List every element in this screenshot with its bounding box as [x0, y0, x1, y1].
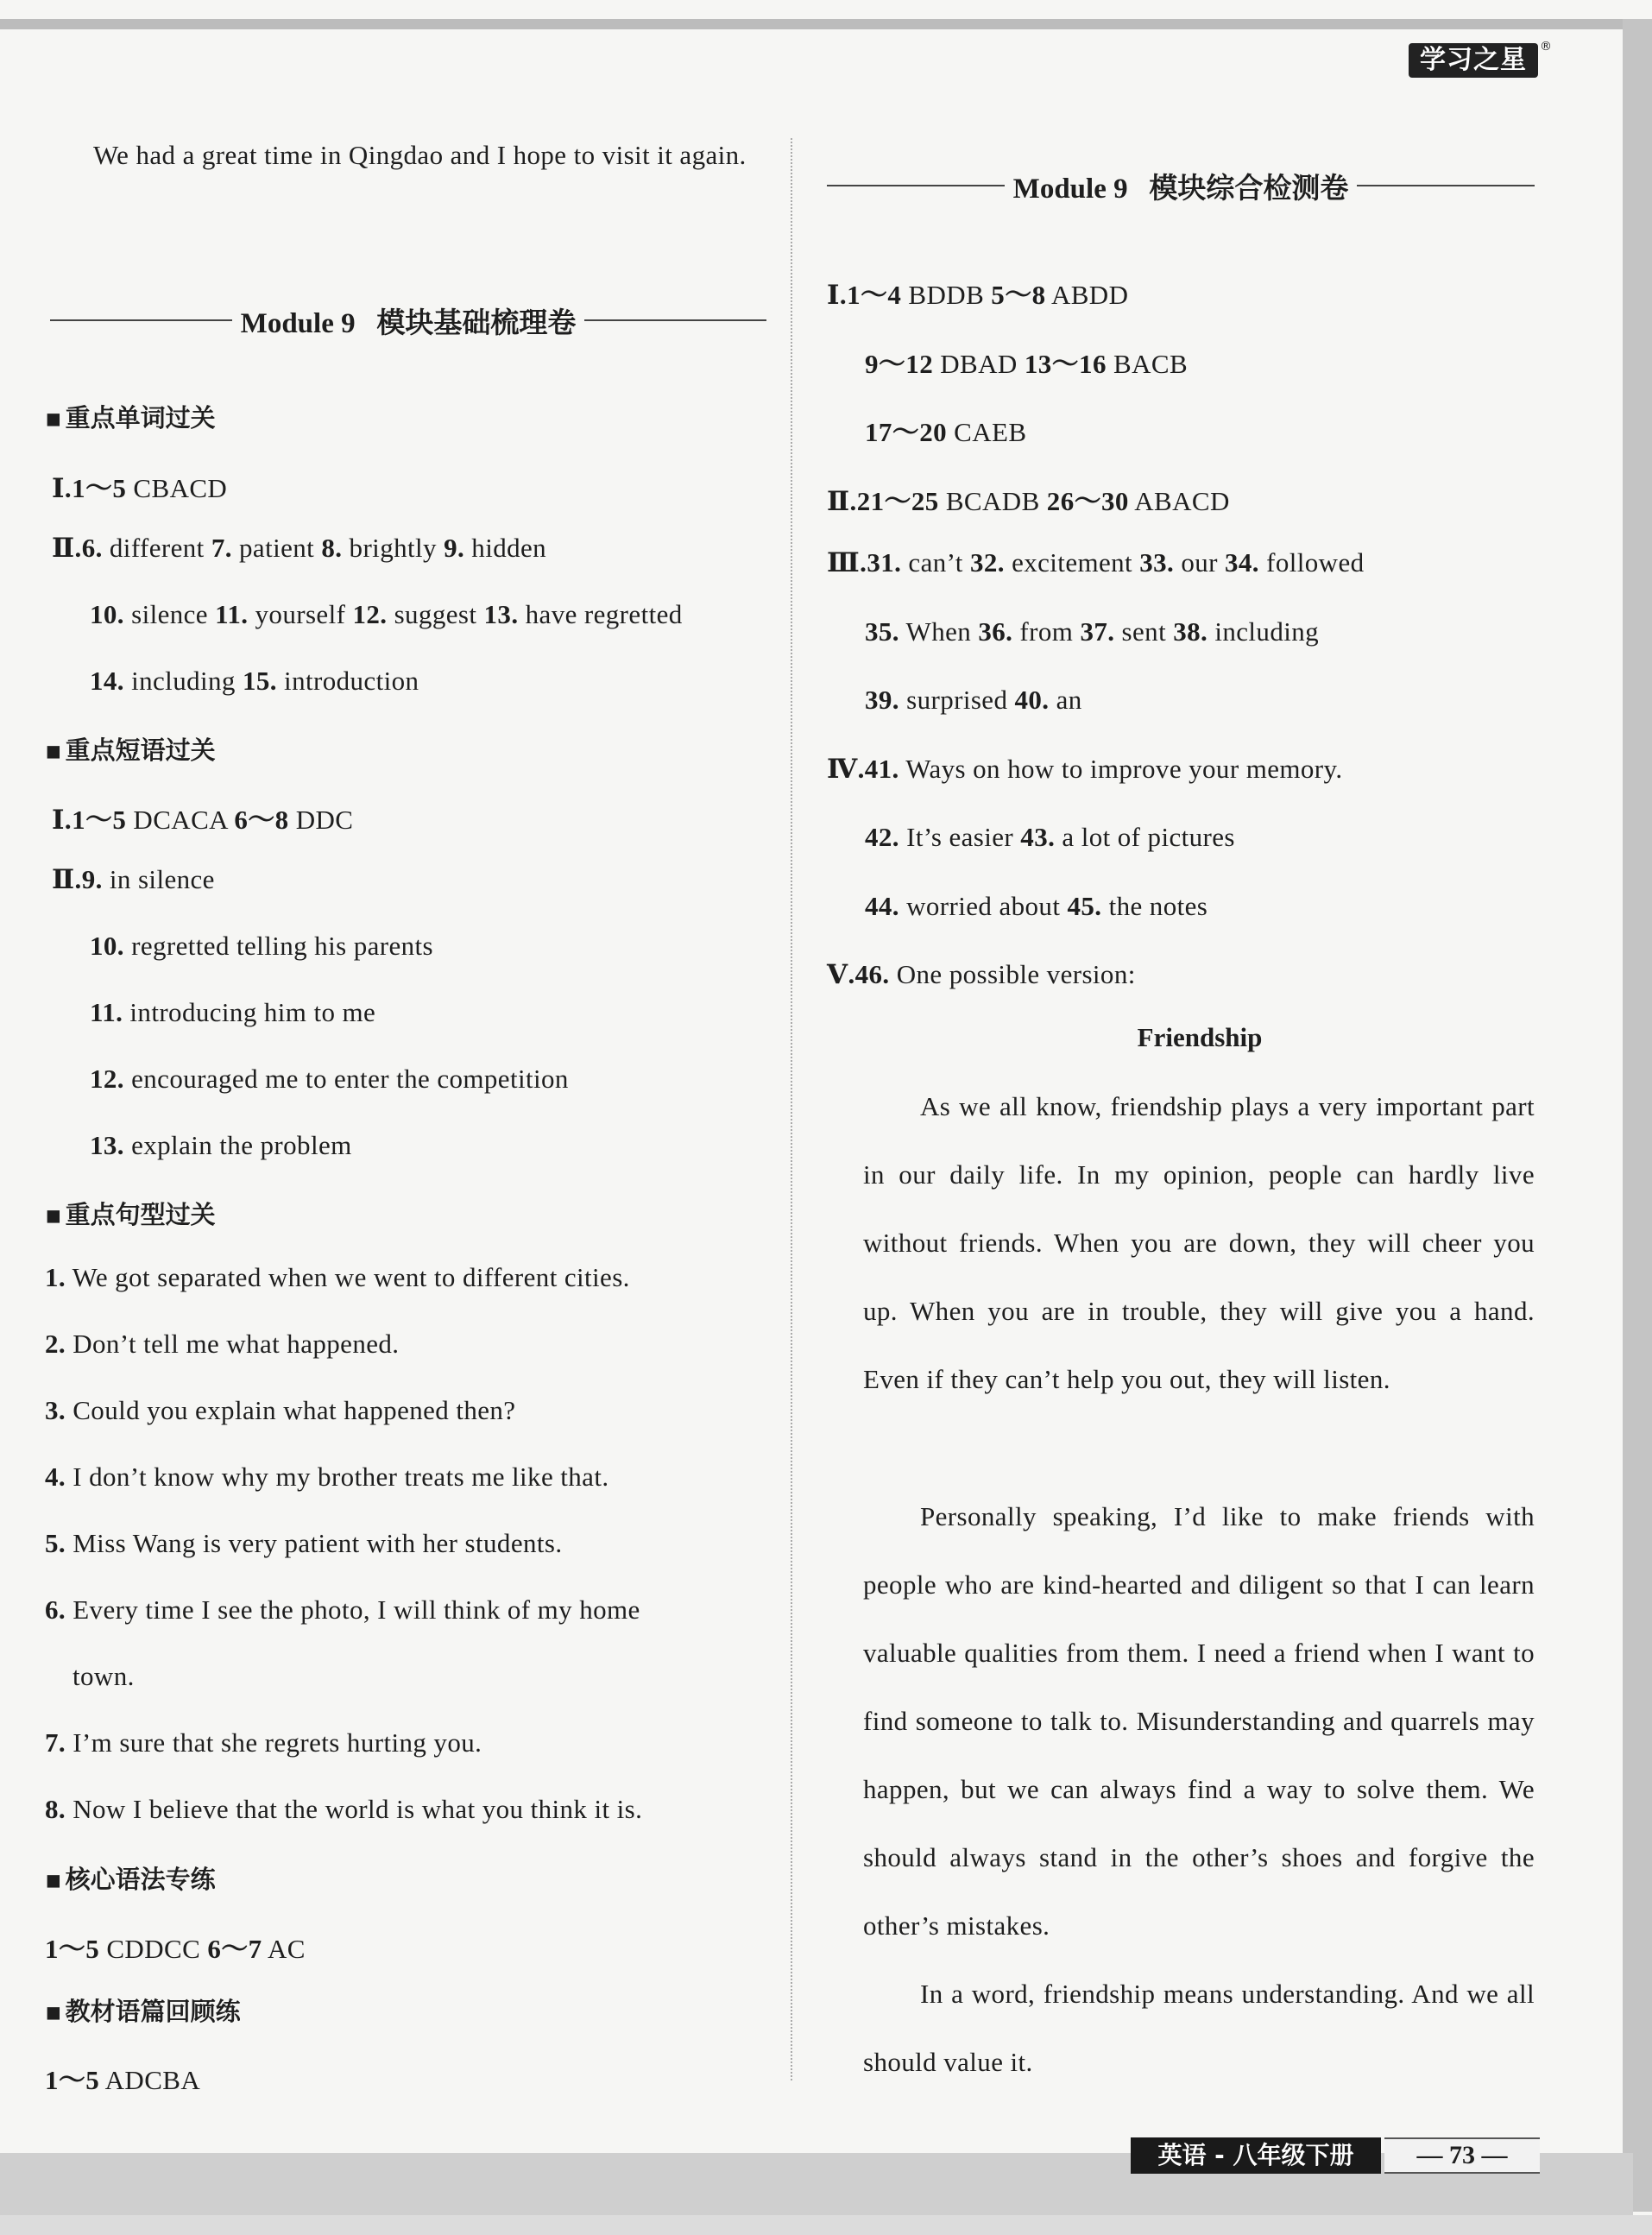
- answer-text: BDDB: [901, 280, 992, 310]
- answer-text: ADCBA: [99, 2065, 201, 2095]
- answer-text: an: [1049, 685, 1082, 715]
- item-number: 11.: [90, 997, 123, 1027]
- top-border: [0, 19, 1633, 29]
- answer-text: ABDD: [1045, 280, 1129, 310]
- item-number: 31.: [867, 547, 902, 578]
- sentence-line: [45, 1727, 482, 1758]
- roman-numeral: Ⅲ.: [827, 547, 867, 578]
- answer-line: [45, 2058, 200, 2097]
- sentence-text: town.: [73, 1661, 135, 1691]
- sub-heading-words: ▪ 重点单词过关: [45, 399, 216, 434]
- item-number: 35.: [865, 616, 899, 647]
- sentence-line: [45, 1329, 399, 1360]
- item-number: 9.: [81, 864, 103, 894]
- answer-line: [90, 931, 433, 962]
- answer-line: [865, 616, 1319, 647]
- essay-paragraph-1: As we all know, friendship plays a very important part in our daily life. In my opinion, people can hardly live without friends. When you are down, they will cheer you up. When you are in trouble, they will give you a hand. Even if they can’t help you out, they will listen.: [863, 1091, 1535, 1394]
- sentence-line: [45, 1794, 642, 1825]
- item-number: 5～8: [991, 280, 1046, 310]
- answer-line: [52, 798, 353, 837]
- heading-cn: 模块综合检测卷: [1149, 170, 1349, 205]
- item-number: 34.: [1225, 547, 1259, 578]
- roman-numeral: Ⅰ.: [827, 280, 848, 310]
- roman-numeral: Ⅱ.: [827, 485, 857, 516]
- brand-logo: 学习之星: [1409, 43, 1538, 78]
- item-number: 40.: [1014, 685, 1050, 715]
- item-number: 6.: [45, 1594, 66, 1625]
- sentence-line: [45, 1462, 609, 1493]
- answer-line: [52, 466, 227, 505]
- item-number: 38.: [1173, 616, 1208, 647]
- answer-line: [90, 666, 419, 697]
- answer-text: explain the problem: [123, 1130, 352, 1160]
- answer-text: a lot of pictures: [1055, 822, 1235, 852]
- heading-module: Module 9: [1012, 173, 1128, 205]
- roman-numeral: Ⅰ.: [52, 805, 73, 835]
- answer-text: ABACD: [1128, 485, 1230, 516]
- item-number: 46.: [854, 959, 890, 989]
- answer-text: suggest: [387, 599, 484, 629]
- answer-line: [865, 891, 1207, 922]
- answer-text: followed: [1258, 547, 1365, 578]
- item-number: 7.: [211, 533, 232, 563]
- sentence-line: [73, 1661, 135, 1692]
- answer-text: CDDCC: [99, 1934, 208, 1964]
- answer-line: [827, 479, 1230, 518]
- heading-rule-left: [827, 185, 1005, 186]
- answer-text: from: [1012, 616, 1081, 647]
- item-number: 1～5: [72, 473, 127, 503]
- answer-text: in silence: [102, 864, 215, 894]
- item-number: 10.: [90, 931, 124, 961]
- item-number: 12.: [90, 1064, 124, 1094]
- item-number: 43.: [1020, 822, 1056, 852]
- answer-text: BCADB: [938, 485, 1047, 516]
- answer-text: have regretted: [518, 599, 683, 629]
- item-number: 45.: [1067, 890, 1102, 921]
- item-number: 1.: [45, 1262, 66, 1292]
- item-number: 9.: [444, 533, 465, 563]
- item-number: 8.: [45, 1794, 66, 1824]
- right-border: [1623, 19, 1652, 2212]
- answer-line: [90, 997, 375, 1028]
- item-number: 6～7: [207, 1934, 262, 1964]
- answer-text: different: [102, 533, 211, 563]
- item-number: 21～25: [856, 485, 939, 516]
- subject-label: 英语 - 八年级下册: [1131, 2137, 1381, 2174]
- answer-line: [827, 959, 1136, 990]
- answer-text: hidden: [464, 533, 547, 563]
- item-number: 15.: [242, 666, 277, 696]
- sentence-text: Every time I see the photo, I will think of my home: [66, 1594, 640, 1625]
- sentence-text: I’m sure that she regrets hurting you.: [66, 1727, 482, 1758]
- answer-text: can’t: [901, 547, 970, 578]
- answer-line: [865, 410, 1026, 449]
- item-number: 9～12: [865, 348, 934, 379]
- answer-text: DDC: [288, 805, 354, 835]
- answer-text: encouraged me to enter the competition: [123, 1064, 569, 1094]
- essay-paragraph-2: Personally speaking, I’d like to make friends with people who are kind-hearted and diligent so that I can learn valuable qualities from them. I need a friend when I want to find someone to talk to. Misunderstanding and quarrels may happen, but we can always find a way to solve them. We should always stand in the other’s shoes and forgive the other’s mistakes.: [863, 1501, 1535, 1941]
- item-number: 3.: [45, 1395, 66, 1425]
- item-number: 5.: [45, 1528, 66, 1558]
- sentence-line: [45, 1395, 515, 1426]
- answer-line: [827, 547, 1365, 578]
- essay-title: Friendship: [1137, 1022, 1263, 1052]
- item-number: 6.: [81, 533, 103, 563]
- item-number: 1～5: [72, 805, 127, 835]
- item-number: 11.: [215, 599, 249, 629]
- answer-text: regretted telling his parents: [123, 931, 434, 961]
- section-heading-basic: [50, 299, 766, 342]
- column-divider: [791, 138, 792, 2080]
- item-number: 7.: [45, 1727, 66, 1758]
- item-number: 32.: [969, 547, 1005, 578]
- item-number: 13.: [483, 599, 519, 629]
- answer-text: It’s easier: [899, 822, 1021, 852]
- item-number: 39.: [865, 685, 899, 715]
- answer-text: Ways on how to improve your memory.: [899, 753, 1343, 784]
- item-number: 6～8: [234, 805, 289, 835]
- roman-numeral: Ⅰ.: [52, 473, 73, 503]
- answer-line: [52, 533, 546, 564]
- answer-text: sent: [1114, 616, 1174, 647]
- item-number: 12.: [352, 599, 388, 629]
- item-number: 1～5: [45, 1934, 100, 1964]
- intro-paragraph: We had a great time in Qingdao and I hope to visit it again.: [93, 140, 747, 170]
- item-number: 1～5: [45, 2065, 100, 2095]
- item-number: 33.: [1139, 547, 1175, 578]
- answer-text: our: [1174, 547, 1225, 578]
- item-number: 17～20: [865, 417, 947, 447]
- sub-heading-grammar: ▪ 核心语法专练: [45, 1860, 216, 1896]
- sentence-text: I don’t know why my brother treats me like that.: [66, 1462, 609, 1492]
- item-number: 26～30: [1046, 485, 1129, 516]
- item-number: 44.: [865, 890, 899, 921]
- answer-line: [827, 273, 1128, 312]
- answer-text: the notes: [1101, 890, 1208, 921]
- item-number: 42.: [865, 822, 899, 852]
- answer-text: surprised: [899, 685, 1015, 715]
- item-number: 36.: [978, 616, 1013, 647]
- heading-rule-left: [50, 319, 232, 321]
- answer-text: AC: [262, 1934, 306, 1964]
- answer-line: [90, 599, 683, 630]
- item-number: 37.: [1080, 616, 1115, 647]
- item-number: 41.: [864, 753, 899, 784]
- heading-rule-right: [584, 319, 766, 321]
- answer-text: worried about: [899, 890, 1068, 921]
- answer-text: introducing him to me: [123, 997, 376, 1027]
- sub-heading-phrases: ▪ 重点短语过关: [45, 731, 216, 767]
- answer-text: DBAD: [933, 348, 1025, 379]
- item-number: 13～16: [1024, 348, 1107, 379]
- item-number: 2.: [45, 1329, 66, 1359]
- sentence-line: [45, 1528, 563, 1559]
- heading-rule-right: [1357, 185, 1535, 186]
- answer-line: [45, 1927, 306, 1966]
- answer-text: excitement: [1004, 547, 1140, 578]
- answer-line: [52, 864, 215, 895]
- essay-paragraph-3: In a word, friendship means understanding. And we all should value it.: [863, 1979, 1535, 2077]
- answer-line: [865, 685, 1082, 716]
- answer-line: [865, 342, 1188, 381]
- item-number: 4.: [45, 1462, 66, 1492]
- answer-line: [865, 822, 1235, 853]
- section-heading-comprehensive: [827, 164, 1535, 207]
- answer-text: DCACA: [126, 805, 235, 835]
- page-number: — 73 —: [1384, 2137, 1540, 2174]
- answer-text: CAEB: [947, 417, 1027, 447]
- sentence-line: [45, 1262, 630, 1293]
- answer-text: One possible version:: [889, 959, 1136, 989]
- sentence-text: Don’t tell me what happened.: [66, 1329, 400, 1359]
- roman-numeral: Ⅱ.: [52, 864, 82, 894]
- registered-mark: ®: [1540, 40, 1552, 54]
- item-number: 13.: [90, 1130, 124, 1160]
- roman-numeral: Ⅳ.: [827, 753, 865, 784]
- item-number: 1～4: [847, 280, 902, 310]
- answer-text: CBACD: [126, 473, 228, 503]
- answer-text: yourself: [248, 599, 353, 629]
- answer-text: BACB: [1106, 348, 1189, 379]
- answer-text: including: [1207, 616, 1320, 647]
- sentence-text: Now I believe that the world is what you think it is.: [66, 1794, 643, 1824]
- bottom-edge: [0, 2215, 1652, 2235]
- sub-heading-text-review: ▪ 教材语篇回顾练: [45, 1992, 241, 2028]
- roman-numeral: Ⅱ.: [52, 533, 82, 563]
- answer-text: patient: [231, 533, 322, 563]
- answer-line: [90, 1130, 352, 1161]
- item-number: 10.: [90, 599, 124, 629]
- sentence-text: Could you explain what happened then?: [66, 1395, 516, 1425]
- sentence-text: Miss Wang is very patient with her students.: [66, 1528, 563, 1558]
- answer-line: [827, 754, 1343, 785]
- heading-module: Module 9: [240, 307, 356, 339]
- answer-text: including: [123, 666, 243, 696]
- roman-numeral: Ⅴ.: [827, 959, 855, 989]
- answer-text: When: [899, 616, 979, 647]
- heading-cn: 模块基础梳理卷: [376, 305, 577, 339]
- answer-line: [90, 1064, 569, 1095]
- answer-text: introduction: [276, 666, 419, 696]
- sentence-text: We got separated when we went to different cities.: [66, 1262, 630, 1292]
- item-number: 8.: [321, 533, 343, 563]
- sub-heading-sentences: ▪ 重点句型过关: [45, 1196, 216, 1231]
- sentence-line: [45, 1594, 640, 1626]
- item-number: 14.: [90, 666, 124, 696]
- answer-text: silence: [123, 599, 216, 629]
- answer-text: brightly: [342, 533, 445, 563]
